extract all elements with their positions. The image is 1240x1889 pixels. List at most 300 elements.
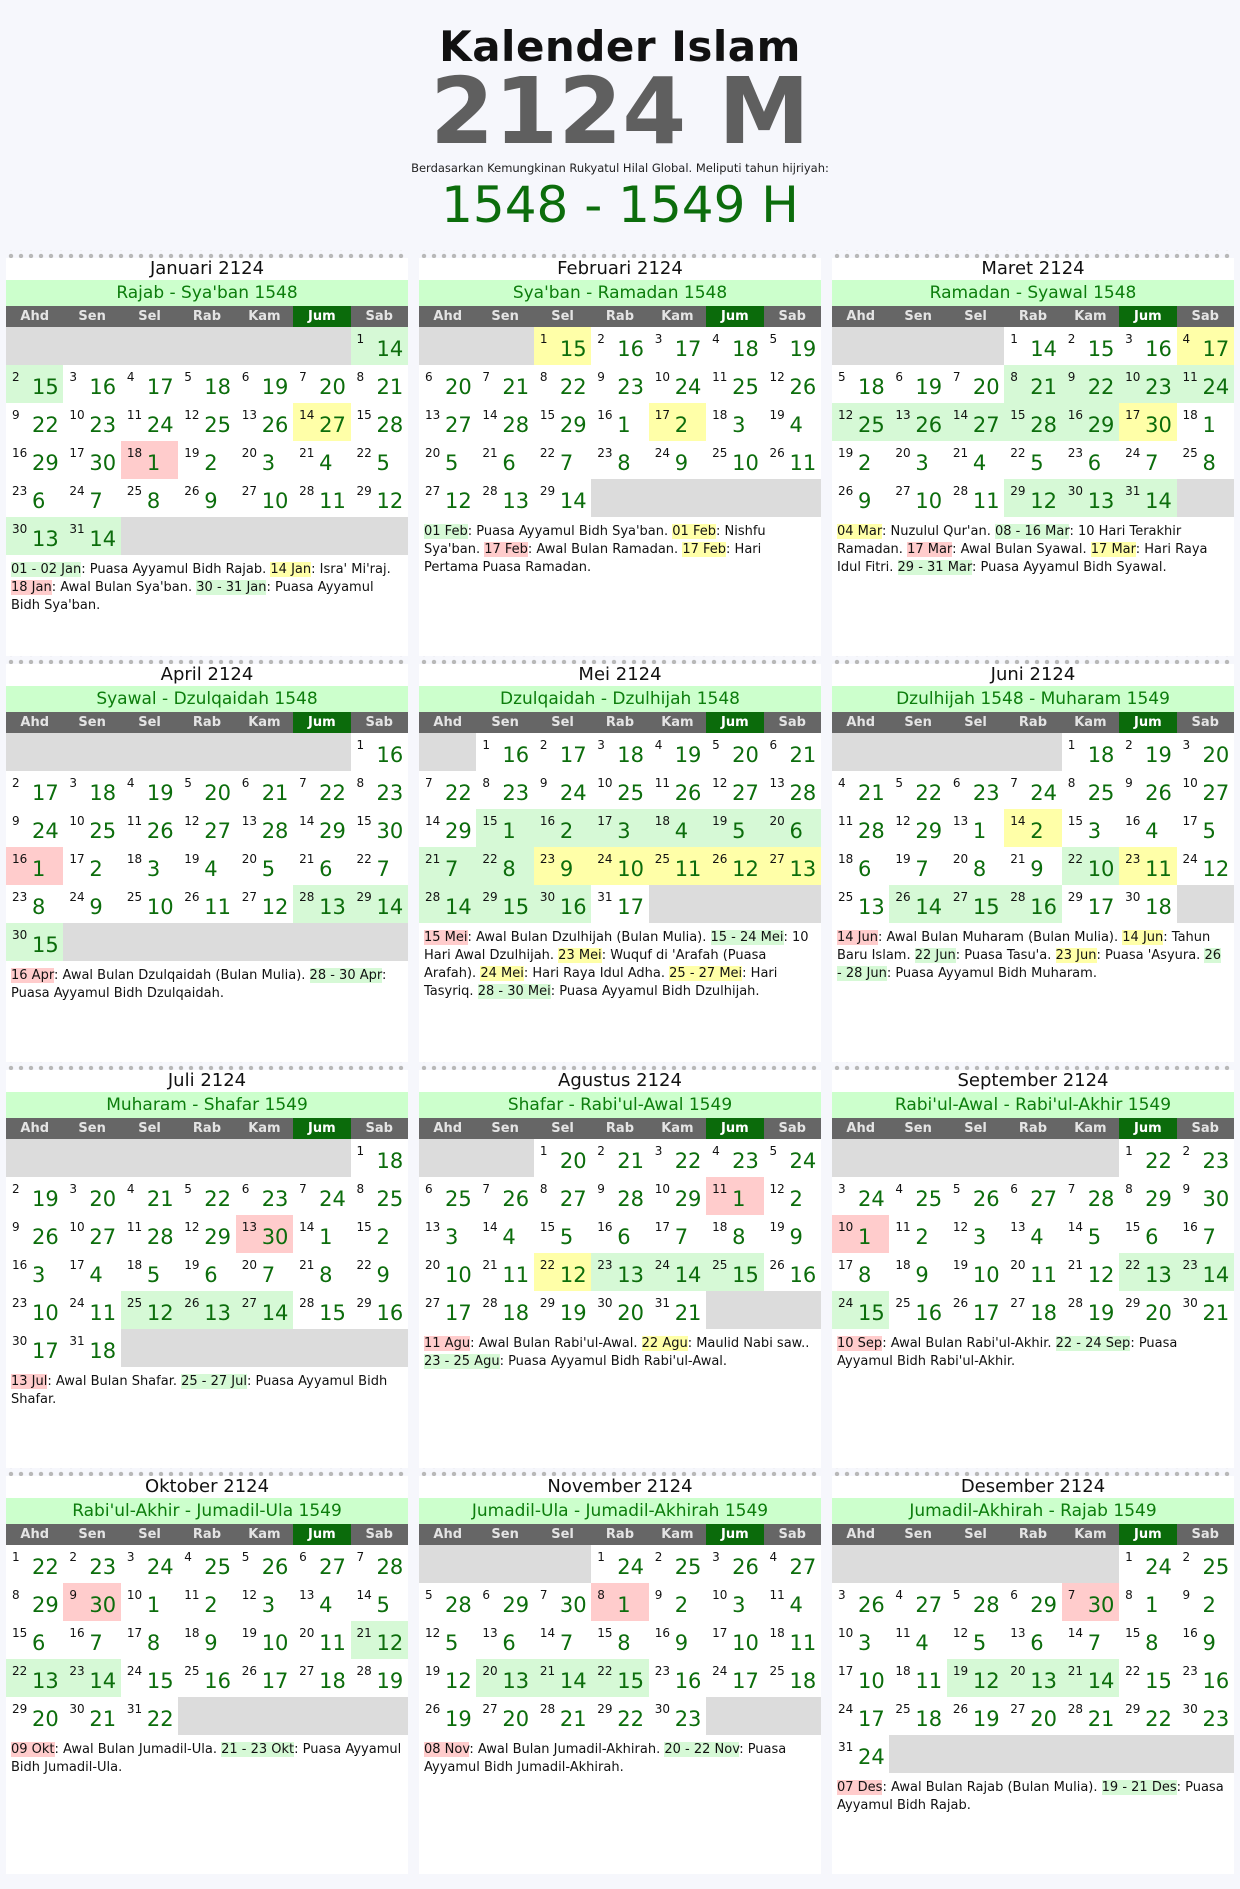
day-cell[interactable] [1062, 1621, 1119, 1659]
day-cell[interactable] [534, 1139, 591, 1177]
day-cell[interactable] [764, 327, 821, 365]
day-cell[interactable] [351, 1139, 408, 1177]
day-cell[interactable] [351, 733, 408, 771]
day-cell[interactable] [706, 1215, 763, 1253]
day-cell[interactable] [1004, 847, 1061, 885]
day-cell[interactable] [351, 1253, 408, 1291]
day-cell[interactable] [1177, 1621, 1234, 1659]
day-cell[interactable] [591, 1697, 648, 1735]
day-cell[interactable] [1177, 1659, 1234, 1697]
day-cell[interactable] [947, 1697, 1004, 1735]
day-cell[interactable] [534, 1659, 591, 1697]
day-cell[interactable] [764, 733, 821, 771]
day-cell[interactable] [947, 479, 1004, 517]
day-cell[interactable] [889, 1291, 946, 1329]
day-cell[interactable] [178, 1291, 235, 1329]
day-cell[interactable] [1177, 771, 1234, 809]
day-cell[interactable] [764, 403, 821, 441]
day-cell[interactable] [832, 365, 889, 403]
day-cell[interactable] [832, 1697, 889, 1735]
day-cell[interactable] [1177, 847, 1234, 885]
day-cell[interactable] [649, 1215, 706, 1253]
day-cell[interactable] [947, 1215, 1004, 1253]
day-cell[interactable] [649, 1545, 706, 1583]
day-cell[interactable] [832, 847, 889, 885]
day-cell[interactable] [832, 1291, 889, 1329]
day-cell[interactable] [236, 1583, 293, 1621]
day-cell[interactable] [889, 479, 946, 517]
day-cell[interactable] [1062, 809, 1119, 847]
day-cell[interactable] [351, 1659, 408, 1697]
day-cell[interactable] [1119, 327, 1176, 365]
day-cell[interactable] [706, 771, 763, 809]
day-cell[interactable] [649, 1139, 706, 1177]
day-cell[interactable] [1004, 365, 1061, 403]
day-cell[interactable] [706, 1545, 763, 1583]
day-cell[interactable] [591, 1177, 648, 1215]
day-cell[interactable] [63, 479, 120, 517]
day-cell[interactable] [6, 365, 63, 403]
day-cell[interactable] [6, 1291, 63, 1329]
day-cell[interactable] [178, 847, 235, 885]
day-cell[interactable] [832, 1659, 889, 1697]
day-cell[interactable] [1062, 733, 1119, 771]
day-cell[interactable] [236, 1545, 293, 1583]
day-cell[interactable] [889, 403, 946, 441]
day-cell[interactable] [649, 1253, 706, 1291]
day-cell[interactable] [832, 403, 889, 441]
day-cell[interactable] [1177, 1177, 1234, 1215]
day-cell[interactable] [947, 1621, 1004, 1659]
day-cell[interactable] [534, 885, 591, 923]
day-cell[interactable] [121, 1177, 178, 1215]
day-cell[interactable] [236, 365, 293, 403]
day-cell[interactable] [591, 1253, 648, 1291]
day-cell[interactable] [591, 1291, 648, 1329]
day-cell[interactable] [649, 1177, 706, 1215]
day-cell[interactable] [419, 771, 476, 809]
day-cell[interactable] [1062, 771, 1119, 809]
day-cell[interactable] [351, 1291, 408, 1329]
day-cell[interactable] [591, 365, 648, 403]
day-cell[interactable] [236, 1621, 293, 1659]
day-cell[interactable] [178, 479, 235, 517]
day-cell[interactable] [121, 1215, 178, 1253]
day-cell[interactable] [534, 1583, 591, 1621]
day-cell[interactable] [6, 1215, 63, 1253]
day-cell[interactable] [121, 885, 178, 923]
day-cell[interactable] [121, 441, 178, 479]
day-cell[interactable] [832, 1253, 889, 1291]
day-cell[interactable] [236, 809, 293, 847]
day-cell[interactable] [534, 441, 591, 479]
day-cell[interactable] [121, 1697, 178, 1735]
day-cell[interactable] [1004, 1291, 1061, 1329]
day-cell[interactable] [351, 847, 408, 885]
day-cell[interactable] [591, 1621, 648, 1659]
day-cell[interactable] [649, 1621, 706, 1659]
day-cell[interactable] [1062, 1291, 1119, 1329]
day-cell[interactable] [947, 1177, 1004, 1215]
day-cell[interactable] [476, 885, 533, 923]
day-cell[interactable] [832, 1621, 889, 1659]
day-cell[interactable] [1177, 1253, 1234, 1291]
day-cell[interactable] [6, 809, 63, 847]
day-cell[interactable] [1119, 1253, 1176, 1291]
day-cell[interactable] [706, 1583, 763, 1621]
day-cell[interactable] [534, 1177, 591, 1215]
day-cell[interactable] [293, 479, 350, 517]
day-cell[interactable] [649, 809, 706, 847]
day-cell[interactable] [1119, 1697, 1176, 1735]
day-cell[interactable] [1177, 327, 1234, 365]
day-cell[interactable] [1119, 1291, 1176, 1329]
day-cell[interactable] [1177, 1697, 1234, 1735]
day-cell[interactable] [351, 1215, 408, 1253]
day-cell[interactable] [121, 847, 178, 885]
day-cell[interactable] [419, 1621, 476, 1659]
day-cell[interactable] [63, 1177, 120, 1215]
day-cell[interactable] [121, 1253, 178, 1291]
day-cell[interactable] [6, 1697, 63, 1735]
day-cell[interactable] [1004, 809, 1061, 847]
day-cell[interactable] [764, 1621, 821, 1659]
day-cell[interactable] [889, 1583, 946, 1621]
day-cell[interactable] [947, 1659, 1004, 1697]
day-cell[interactable] [764, 365, 821, 403]
day-cell[interactable] [534, 479, 591, 517]
day-cell[interactable] [591, 403, 648, 441]
day-cell[interactable] [476, 771, 533, 809]
day-cell[interactable] [293, 403, 350, 441]
day-cell[interactable] [63, 1697, 120, 1735]
day-cell[interactable] [178, 1621, 235, 1659]
day-cell[interactable] [591, 1545, 648, 1583]
day-cell[interactable] [889, 847, 946, 885]
day-cell[interactable] [534, 1291, 591, 1329]
day-cell[interactable] [832, 1215, 889, 1253]
day-cell[interactable] [1119, 1545, 1176, 1583]
day-cell[interactable] [1004, 1697, 1061, 1735]
day-cell[interactable] [1004, 1659, 1061, 1697]
day-cell[interactable] [832, 771, 889, 809]
day-cell[interactable] [63, 1545, 120, 1583]
day-cell[interactable] [63, 1583, 120, 1621]
day-cell[interactable] [889, 1215, 946, 1253]
day-cell[interactable] [1177, 1215, 1234, 1253]
day-cell[interactable] [419, 365, 476, 403]
day-cell[interactable] [63, 517, 120, 555]
day-cell[interactable] [591, 809, 648, 847]
day-cell[interactable] [832, 885, 889, 923]
day-cell[interactable] [889, 441, 946, 479]
day-cell[interactable] [178, 771, 235, 809]
day-cell[interactable] [832, 441, 889, 479]
day-cell[interactable] [476, 441, 533, 479]
day-cell[interactable] [121, 1583, 178, 1621]
day-cell[interactable] [293, 1659, 350, 1697]
day-cell[interactable] [351, 771, 408, 809]
day-cell[interactable] [293, 1621, 350, 1659]
day-cell[interactable] [1062, 885, 1119, 923]
day-cell[interactable] [121, 1659, 178, 1697]
day-cell[interactable] [832, 809, 889, 847]
day-cell[interactable] [534, 771, 591, 809]
day-cell[interactable] [1177, 1583, 1234, 1621]
day-cell[interactable] [351, 327, 408, 365]
day-cell[interactable] [419, 1697, 476, 1735]
day-cell[interactable] [764, 771, 821, 809]
day-cell[interactable] [351, 809, 408, 847]
day-cell[interactable] [832, 1735, 889, 1773]
day-cell[interactable] [1062, 847, 1119, 885]
day-cell[interactable] [1004, 1621, 1061, 1659]
day-cell[interactable] [476, 1215, 533, 1253]
day-cell[interactable] [63, 441, 120, 479]
day-cell[interactable] [591, 1215, 648, 1253]
day-cell[interactable] [1004, 771, 1061, 809]
day-cell[interactable] [236, 1659, 293, 1697]
day-cell[interactable] [764, 1177, 821, 1215]
day-cell[interactable] [889, 1697, 946, 1735]
day-cell[interactable] [591, 1139, 648, 1177]
day-cell[interactable] [591, 847, 648, 885]
day-cell[interactable] [6, 1545, 63, 1583]
day-cell[interactable] [293, 1215, 350, 1253]
day-cell[interactable] [764, 1545, 821, 1583]
day-cell[interactable] [832, 1177, 889, 1215]
day-cell[interactable] [121, 1545, 178, 1583]
day-cell[interactable] [178, 1177, 235, 1215]
day-cell[interactable] [1062, 1583, 1119, 1621]
day-cell[interactable] [764, 441, 821, 479]
day-cell[interactable] [1177, 403, 1234, 441]
day-cell[interactable] [178, 1659, 235, 1697]
day-cell[interactable] [178, 1545, 235, 1583]
day-cell[interactable] [293, 885, 350, 923]
day-cell[interactable] [649, 327, 706, 365]
day-cell[interactable] [351, 441, 408, 479]
day-cell[interactable] [889, 809, 946, 847]
day-cell[interactable] [764, 1583, 821, 1621]
day-cell[interactable] [6, 1177, 63, 1215]
day-cell[interactable] [476, 365, 533, 403]
day-cell[interactable] [419, 1253, 476, 1291]
day-cell[interactable] [6, 771, 63, 809]
day-cell[interactable] [419, 1215, 476, 1253]
day-cell[interactable] [764, 809, 821, 847]
day-cell[interactable] [1004, 1177, 1061, 1215]
day-cell[interactable] [351, 1177, 408, 1215]
day-cell[interactable] [889, 885, 946, 923]
day-cell[interactable] [419, 885, 476, 923]
day-cell[interactable] [476, 809, 533, 847]
day-cell[interactable] [476, 733, 533, 771]
day-cell[interactable] [293, 1253, 350, 1291]
day-cell[interactable] [6, 847, 63, 885]
day-cell[interactable] [6, 1583, 63, 1621]
day-cell[interactable] [947, 809, 1004, 847]
day-cell[interactable] [649, 403, 706, 441]
day-cell[interactable] [534, 1253, 591, 1291]
day-cell[interactable] [419, 809, 476, 847]
day-cell[interactable] [121, 479, 178, 517]
day-cell[interactable] [1004, 441, 1061, 479]
day-cell[interactable] [534, 1621, 591, 1659]
day-cell[interactable] [1119, 441, 1176, 479]
day-cell[interactable] [1119, 1659, 1176, 1697]
day-cell[interactable] [236, 847, 293, 885]
day-cell[interactable] [419, 1659, 476, 1697]
day-cell[interactable] [63, 365, 120, 403]
day-cell[interactable] [889, 365, 946, 403]
day-cell[interactable] [351, 1545, 408, 1583]
day-cell[interactable] [63, 1621, 120, 1659]
day-cell[interactable] [351, 1583, 408, 1621]
day-cell[interactable] [236, 1291, 293, 1329]
day-cell[interactable] [1119, 885, 1176, 923]
day-cell[interactable] [649, 733, 706, 771]
day-cell[interactable] [121, 771, 178, 809]
day-cell[interactable] [534, 365, 591, 403]
day-cell[interactable] [1177, 809, 1234, 847]
day-cell[interactable] [1177, 441, 1234, 479]
day-cell[interactable] [63, 1291, 120, 1329]
day-cell[interactable] [1119, 1621, 1176, 1659]
day-cell[interactable] [832, 479, 889, 517]
day-cell[interactable] [476, 1177, 533, 1215]
day-cell[interactable] [764, 1659, 821, 1697]
day-cell[interactable] [534, 809, 591, 847]
day-cell[interactable] [236, 403, 293, 441]
day-cell[interactable] [293, 771, 350, 809]
day-cell[interactable] [1119, 1215, 1176, 1253]
day-cell[interactable] [947, 403, 1004, 441]
day-cell[interactable] [121, 403, 178, 441]
day-cell[interactable] [1119, 365, 1176, 403]
day-cell[interactable] [1004, 1215, 1061, 1253]
day-cell[interactable] [419, 441, 476, 479]
day-cell[interactable] [236, 1177, 293, 1215]
day-cell[interactable] [1119, 1177, 1176, 1215]
day-cell[interactable] [889, 1177, 946, 1215]
day-cell[interactable] [236, 441, 293, 479]
day-cell[interactable] [1177, 365, 1234, 403]
day-cell[interactable] [178, 365, 235, 403]
day-cell[interactable] [293, 441, 350, 479]
day-cell[interactable] [6, 885, 63, 923]
day-cell[interactable] [6, 479, 63, 517]
day-cell[interactable] [178, 441, 235, 479]
day-cell[interactable] [63, 1329, 120, 1367]
day-cell[interactable] [351, 885, 408, 923]
day-cell[interactable] [63, 809, 120, 847]
day-cell[interactable] [419, 1291, 476, 1329]
day-cell[interactable] [1119, 479, 1176, 517]
day-cell[interactable] [1062, 403, 1119, 441]
day-cell[interactable] [889, 1659, 946, 1697]
day-cell[interactable] [293, 809, 350, 847]
day-cell[interactable] [1062, 1253, 1119, 1291]
day-cell[interactable] [947, 1583, 1004, 1621]
day-cell[interactable] [1062, 441, 1119, 479]
day-cell[interactable] [6, 1659, 63, 1697]
day-cell[interactable] [764, 1139, 821, 1177]
day-cell[interactable] [706, 1253, 763, 1291]
day-cell[interactable] [1119, 403, 1176, 441]
day-cell[interactable] [706, 1177, 763, 1215]
day-cell[interactable] [476, 847, 533, 885]
day-cell[interactable] [947, 365, 1004, 403]
day-cell[interactable] [1119, 771, 1176, 809]
day-cell[interactable] [351, 403, 408, 441]
day-cell[interactable] [178, 403, 235, 441]
day-cell[interactable] [1119, 733, 1176, 771]
day-cell[interactable] [63, 403, 120, 441]
day-cell[interactable] [419, 847, 476, 885]
day-cell[interactable] [706, 847, 763, 885]
day-cell[interactable] [534, 1215, 591, 1253]
day-cell[interactable] [706, 1659, 763, 1697]
day-cell[interactable] [1062, 327, 1119, 365]
day-cell[interactable] [293, 847, 350, 885]
day-cell[interactable] [591, 733, 648, 771]
day-cell[interactable] [476, 1697, 533, 1735]
day-cell[interactable] [236, 1215, 293, 1253]
day-cell[interactable] [591, 441, 648, 479]
day-cell[interactable] [293, 1545, 350, 1583]
day-cell[interactable] [1119, 1583, 1176, 1621]
day-cell[interactable] [649, 1697, 706, 1735]
day-cell[interactable] [1177, 733, 1234, 771]
day-cell[interactable] [534, 327, 591, 365]
day-cell[interactable] [121, 809, 178, 847]
day-cell[interactable] [1004, 327, 1061, 365]
day-cell[interactable] [706, 809, 763, 847]
day-cell[interactable] [121, 1621, 178, 1659]
day-cell[interactable] [1119, 1139, 1176, 1177]
day-cell[interactable] [63, 1253, 120, 1291]
day-cell[interactable] [476, 1621, 533, 1659]
day-cell[interactable] [293, 365, 350, 403]
day-cell[interactable] [6, 403, 63, 441]
day-cell[interactable] [236, 1253, 293, 1291]
day-cell[interactable] [63, 847, 120, 885]
day-cell[interactable] [178, 885, 235, 923]
day-cell[interactable] [121, 1291, 178, 1329]
day-cell[interactable] [591, 771, 648, 809]
day-cell[interactable] [591, 1583, 648, 1621]
day-cell[interactable] [706, 1621, 763, 1659]
day-cell[interactable] [706, 365, 763, 403]
day-cell[interactable] [236, 479, 293, 517]
day-cell[interactable] [476, 1583, 533, 1621]
day-cell[interactable] [1062, 365, 1119, 403]
day-cell[interactable] [476, 1659, 533, 1697]
day-cell[interactable] [1062, 1177, 1119, 1215]
day-cell[interactable] [1119, 809, 1176, 847]
day-cell[interactable] [534, 733, 591, 771]
day-cell[interactable] [1177, 1139, 1234, 1177]
day-cell[interactable] [419, 403, 476, 441]
day-cell[interactable] [947, 885, 1004, 923]
day-cell[interactable] [1004, 403, 1061, 441]
day-cell[interactable] [706, 733, 763, 771]
day-cell[interactable] [764, 1253, 821, 1291]
day-cell[interactable] [236, 885, 293, 923]
day-cell[interactable] [649, 441, 706, 479]
day-cell[interactable] [419, 1177, 476, 1215]
